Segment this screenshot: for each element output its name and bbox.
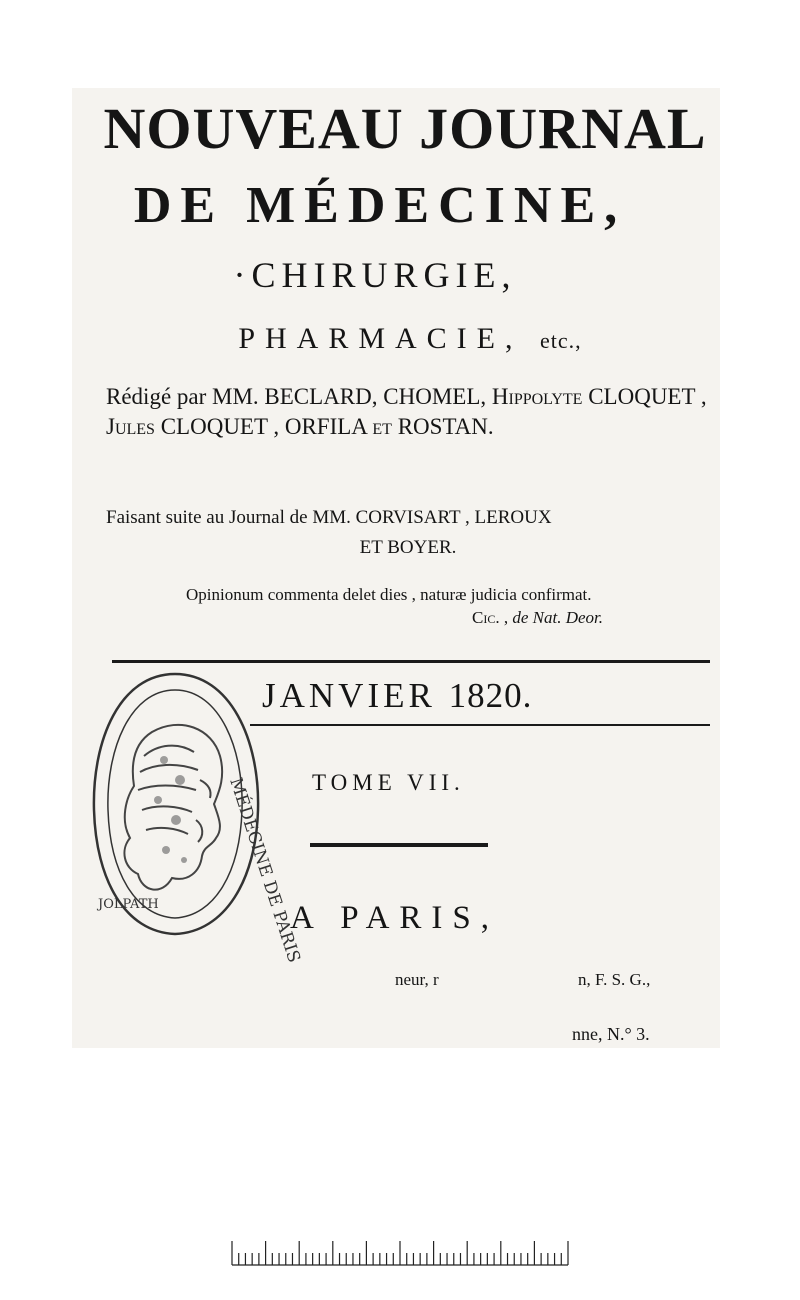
stamp-text-bottom: JOLPATH (98, 897, 159, 912)
continuation-line-2: ET BOYER. (359, 537, 457, 558)
pharmacie-text: PHARMACIE, (238, 322, 523, 355)
epigraph-citation (472, 608, 603, 628)
imprint-address-fragment: nne, N.° 3. (572, 1024, 650, 1044)
imprint-publisher-fragment-1: neur, r (395, 970, 439, 989)
imprint-city: A PARIS, (290, 900, 500, 936)
rule-below-date (250, 724, 710, 726)
editors-conjunction: et (372, 414, 392, 439)
stamp-text-top: MÉDECINE DE PARIS (225, 775, 304, 966)
imprint-publisher-fragment-2: n, F. S. G., (578, 970, 651, 989)
issue-date (262, 676, 532, 716)
issue-year: 1820. (448, 676, 533, 715)
epigraph-quote: Opinionum commenta delet dies , naturæ judicia confirmat. (186, 585, 592, 604)
editors-names-2: CLOQUET , (588, 384, 707, 409)
journal-title-line-4 (160, 322, 660, 356)
editors-statement (106, 382, 710, 442)
continuation-line-1: Faisant suite au Journal de MM. CORVISART , LEROUX (106, 507, 552, 528)
editors-prefix: Rédigé par MM. (106, 384, 259, 409)
citation-work: de Nat. Deor. (512, 608, 604, 627)
volume-number: TOME VII. (312, 770, 465, 795)
journal-title-line-3: ·CHIRURGIE, (233, 255, 517, 295)
citation-author: Cic. , (472, 608, 509, 627)
etc-text: etc., (540, 328, 582, 353)
editors-names-1: BECLARD, CHOMEL, (264, 384, 487, 409)
journal-title-line-2: DE MÉDECINE, (133, 177, 627, 234)
library-stamp-icon (80, 660, 304, 966)
editors-names-3: CLOQUET , ORFILA (160, 414, 367, 439)
editors-firstname-2: Jules (106, 414, 155, 439)
editors-firstname-1: Hippolyte (491, 384, 583, 409)
editors-names-4: ROSTAN. (397, 414, 494, 439)
measurement-scale-icon (230, 1232, 570, 1268)
continuation-note (106, 504, 710, 562)
issue-month: JANVIER (262, 676, 436, 715)
journal-title-line-1: NOUVEAU JOURNAL (103, 96, 707, 161)
short-rule (310, 843, 488, 847)
